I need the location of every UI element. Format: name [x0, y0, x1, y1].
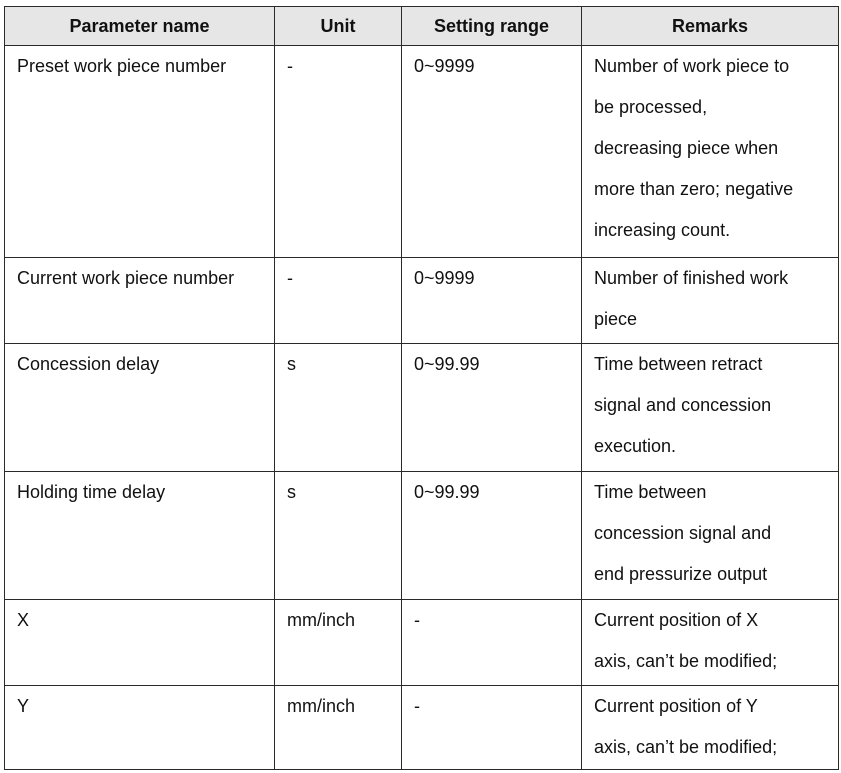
cell-parameter-name: Holding time delay [5, 472, 275, 600]
remarks-line: concession signal and [594, 523, 772, 543]
cell-unit: - [275, 46, 402, 258]
table-row [5, 600, 839, 686]
remarks-line: Number of work piece to [594, 56, 790, 76]
cell-remarks [582, 600, 839, 686]
cell-unit: s [275, 344, 402, 472]
cell-setting-range: - [402, 600, 582, 686]
remarks-line: Time between [594, 482, 707, 502]
header-remarks: Remarks [582, 7, 839, 46]
remarks-line: axis, can’t be modified; [594, 737, 778, 757]
remarks-line: axis, can’t be modified; [594, 651, 778, 671]
cell-remarks [582, 46, 839, 258]
header-unit: Unit [275, 7, 402, 46]
remarks-line: increasing count. [594, 220, 731, 240]
parameter-table [4, 6, 839, 770]
remarks-line: be processed, [594, 97, 708, 117]
remarks-line: Time between retract [594, 354, 763, 374]
table-header-row [5, 7, 839, 46]
cell-setting-range: 0~9999 [402, 46, 582, 258]
cell-setting-range: 0~99.99 [402, 472, 582, 600]
remarks-line: end pressurize output [594, 564, 768, 584]
cell-setting-range: 0~9999 [402, 258, 582, 344]
remarks-line: more than zero; negative [594, 179, 794, 199]
cell-remarks [582, 258, 839, 344]
remarks-line: Current position of X [594, 610, 759, 630]
remarks-line: signal and concession [594, 395, 772, 415]
table-row [5, 344, 839, 472]
remarks-line: execution. [594, 436, 677, 456]
cell-setting-range: 0~99.99 [402, 344, 582, 472]
cell-remarks [582, 686, 839, 770]
cell-remarks [582, 472, 839, 600]
table-row [5, 258, 839, 344]
table-row [5, 686, 839, 770]
cell-unit: - [275, 258, 402, 344]
cell-parameter-name: Current work piece number [5, 258, 275, 344]
cell-parameter-name: Y [5, 686, 275, 770]
cell-parameter-name: X [5, 600, 275, 686]
header-parameter-name: Parameter name [5, 7, 275, 46]
cell-unit: mm/inch [275, 686, 402, 770]
table-row [5, 472, 839, 600]
remarks-line: Current position of Y [594, 696, 758, 716]
cell-unit: mm/inch [275, 600, 402, 686]
remarks-line: piece [594, 309, 638, 329]
cell-setting-range: - [402, 686, 582, 770]
remarks-line: decreasing piece when [594, 138, 779, 158]
cell-parameter-name: Preset work piece number [5, 46, 275, 258]
header-setting-range: Setting range [402, 7, 582, 46]
cell-remarks [582, 344, 839, 472]
cell-unit: s [275, 472, 402, 600]
cell-parameter-name: Concession delay [5, 344, 275, 472]
remarks-line: Number of finished work [594, 268, 789, 288]
table-row [5, 46, 839, 258]
